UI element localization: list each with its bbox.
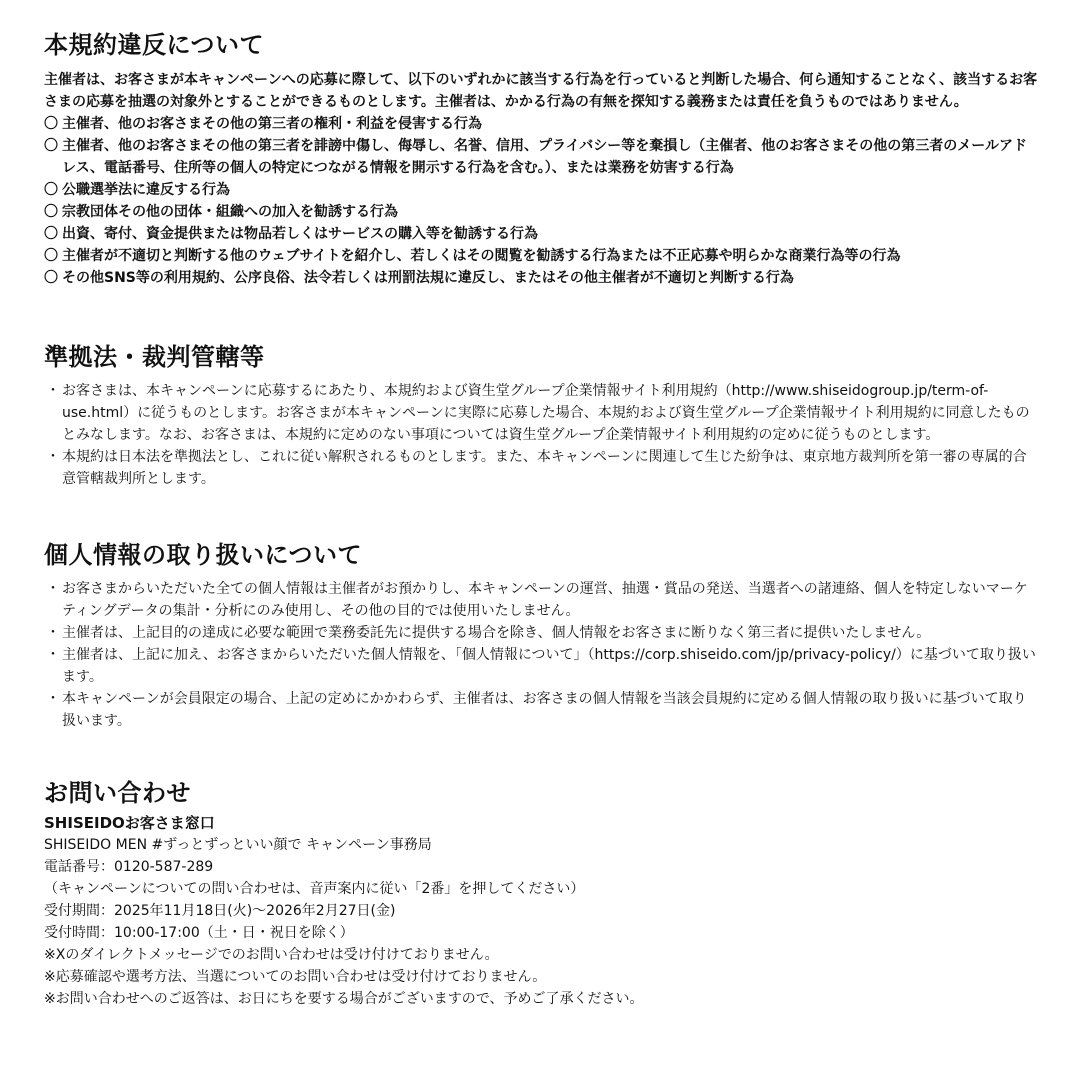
list-item: ・ お客さまからいただいた全ての個人情報は主催者がお預かりし、本キャンペーンの運営、抽選・賞品の発送、当選者への諸連絡、個人を特定しないマーケティングデータの集計・分析にのみ使用し、その他の目的では使用いたしません。 xyxy=(46,581,1028,619)
contact-note: ※お問い合わせへのご返答は、お日にちを要する場合がございますので、予めご了承ください。 xyxy=(44,991,644,1007)
list-item: ・ お客さまは、本キャンペーンに応募するにあたり、本規約および資生堂グループ企業情報サイト利用規約（http://www.shiseidogroup.jp/term-of-use.html）に従うものとします。お客さまが本キャンペーンに実際に応募した場合、本規約および資生堂グループ企業情報サイト利用規約に同意したものとみなします。なお、お客さまは、本規約に定めのない事項については資生堂グループ企業情報サイト利用規約の定めに従うものとします。 xyxy=(46,383,1030,443)
section-title: お問い合わせ xyxy=(44,779,191,807)
list-item: ・ 主催者は、上記目的の達成に必要な範囲で業務委託先に提供する場合を除き、個人情報をお客さまに断りなく第三者に提供いたしません。 xyxy=(46,625,931,641)
section-title: 本規約違反について xyxy=(44,31,265,59)
contact-phone-note: （キャンペーンについての問い合わせは、音声案内に従い「2番」を押してください） xyxy=(44,881,585,897)
list-item: 〇 主催者、他のお客さまその他の第三者を誹謗中傷し、侮辱し、名誉、信用、プライバシー等を棄損し（主催者、他のお客さまその他の第三者のメールアドレス、電話番号、住所等の個人の特定につながる情報を開示する行為を含む。）、または業務を妨害する行為 xyxy=(44,138,1028,176)
law-list xyxy=(44,380,1040,490)
section-privacy xyxy=(44,540,1040,778)
contact-phone: 電話番号：0120-587-289 xyxy=(44,859,214,875)
contact-details xyxy=(44,834,1040,1010)
section-contact xyxy=(44,778,1040,1010)
section-title: 準拠法・裁判管轄等 xyxy=(44,343,265,371)
list-item: 〇 主催者、他のお客さまその他の第三者の権利・利益を侵害する行為 xyxy=(44,116,482,132)
list-item: 〇 宗教団体その他の団体・組織への加入を勧誘する行為 xyxy=(44,204,398,220)
list-item: ・ 主催者は、上記に加え、お客さまからいただいた個人情報を、「個人情報について」（https://corp.shiseido.com/jp/privacy-policy/）に基づいて取り扱います。 xyxy=(46,647,1036,685)
list-item: 〇 公職選挙法に違反する行為 xyxy=(44,182,230,198)
section-violation xyxy=(44,30,1040,342)
list-item: ・ 本キャンペーンが会員限定の場合、上記の定めにかかわらず、主催者は、お客さまの個人情報を当該会員規約に定める個人情報の取り扱いに基づいて取り扱います。 xyxy=(46,691,1027,729)
list-item: 〇 出資、寄付、資金提供または物品若しくはサービスの購入等を勧誘する行為 xyxy=(44,226,538,242)
contact-note: ※応募確認や選考方法、当選についてのお問い合わせは受け付けておりません。 xyxy=(44,969,547,985)
privacy-list xyxy=(44,578,1040,732)
section-intro: 主催者は、お客さまが本キャンペーンへの応募に際して、以下のいずれかに該当する行為を行っていると判断した場合、何ら通知することなく、該当するお客さまの応募を抽選の対象外とすることができるものとします。主催者は、かかる行為の有無を探知する義務または責任を負うものではありません。 xyxy=(44,72,1038,110)
contact-name: SHISEIDOお客さま窓口 xyxy=(44,814,215,832)
contact-period: 受付期間：2025年11月18日(火)～2026年2月27日(金) xyxy=(44,903,396,919)
section-title: 個人情報の取り扱いについて xyxy=(44,541,363,569)
contact-office: SHISEIDO MEN #ずっとずっといい顔で キャンペーン事務局 xyxy=(44,837,432,853)
contact-hours: 受付時間：10:00-17:00（土・日・祝日を除く） xyxy=(44,925,354,941)
contact-note: ※Xのダイレクトメッセージでのお問い合わせは受け付けておりません。 xyxy=(44,947,499,963)
violation-list xyxy=(44,113,1040,289)
list-item: ・ 本規約は日本法を準拠法とし、これに従い解釈されるものとします。また、本キャンペーンに関連して生じた紛争は、東京地方裁判所を第一審の専属的合意管轄裁判所とします。 xyxy=(46,449,1027,487)
list-item: 〇 主催者が不適切と判断する他のウェブサイトを紹介し、若しくはその閲覧を勧誘する行為または不正応募や明らかな商業行為等の行為 xyxy=(44,248,901,264)
section-governing-law xyxy=(44,342,1040,540)
list-item: 〇 その他SNS等の利用規約、公序良俗、法令若しくは刑罰法規に違反し、またはその他主催者が不適切と判断する行為 xyxy=(44,270,794,286)
